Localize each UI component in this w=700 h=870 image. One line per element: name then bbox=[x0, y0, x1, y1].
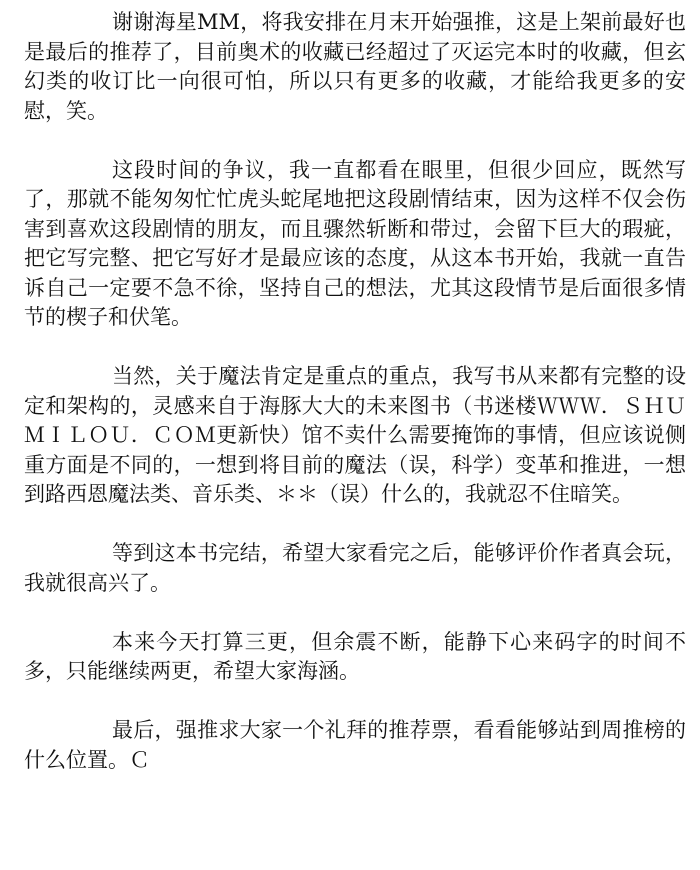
paragraph-5: 本来今天打算三更，但余震不断，能静下心来码字的时间不多，只能继续两更，希望大家海涵。 bbox=[24, 629, 686, 683]
paragraph-6: 最后，强推求大家一个礼拜的推荐票，看看能够站到周推榜的什么位置。Ｃ bbox=[24, 718, 686, 772]
document-page bbox=[24, 8, 686, 775]
paragraph-1: 谢谢海星MM，将我安排在月末开始强推，这是上架前最好也是最后的推荐了，目前奥术的收藏已经超过了灭运完本时的收藏，但玄幻类的收订比一向很可怕，所以只有更多的收藏，才能给我更多的安慰，笑。 bbox=[24, 10, 686, 123]
paragraph-4: 等到这本书完结，希望大家看完之后，能够评价作者真会玩，我就很高兴了。 bbox=[24, 541, 686, 595]
paragraph-3: 当然，关于魔法肯定是重点的重点，我写书从来都有完整的设定和架构的，灵感来自于海豚大大的未来图书（书迷楼ＷＷＷ．ＳＨＵＭＩＬＯＵ．ＣＯＭ更新快）馆不卖什么需要掩饰的事情，但应该说侧重方面是不同的，一想到将目前的魔法（误，科学）变革和推进，一想到路西恩魔法类、音乐类、＊＊（误）什么的，我就忍不住暗笑。 bbox=[24, 364, 686, 506]
paragraph-2: 这段时间的争议，我一直都看在眼里，但很少回应，既然写了，那就不能匆匆忙忙虎头蛇尾地把这段剧情结束，因为这样不仅会伤害到喜欢这段剧情的朋友，而且骤然斩断和带过，会留下巨大的瑕疵，把它写完整、把它写好才是最应该的态度，从这本书开始，我就一直告诉自己一定要不急不徐，坚持自己的想法，尤其这段情节是后面很多情节的楔子和伏笔。 bbox=[24, 157, 686, 329]
